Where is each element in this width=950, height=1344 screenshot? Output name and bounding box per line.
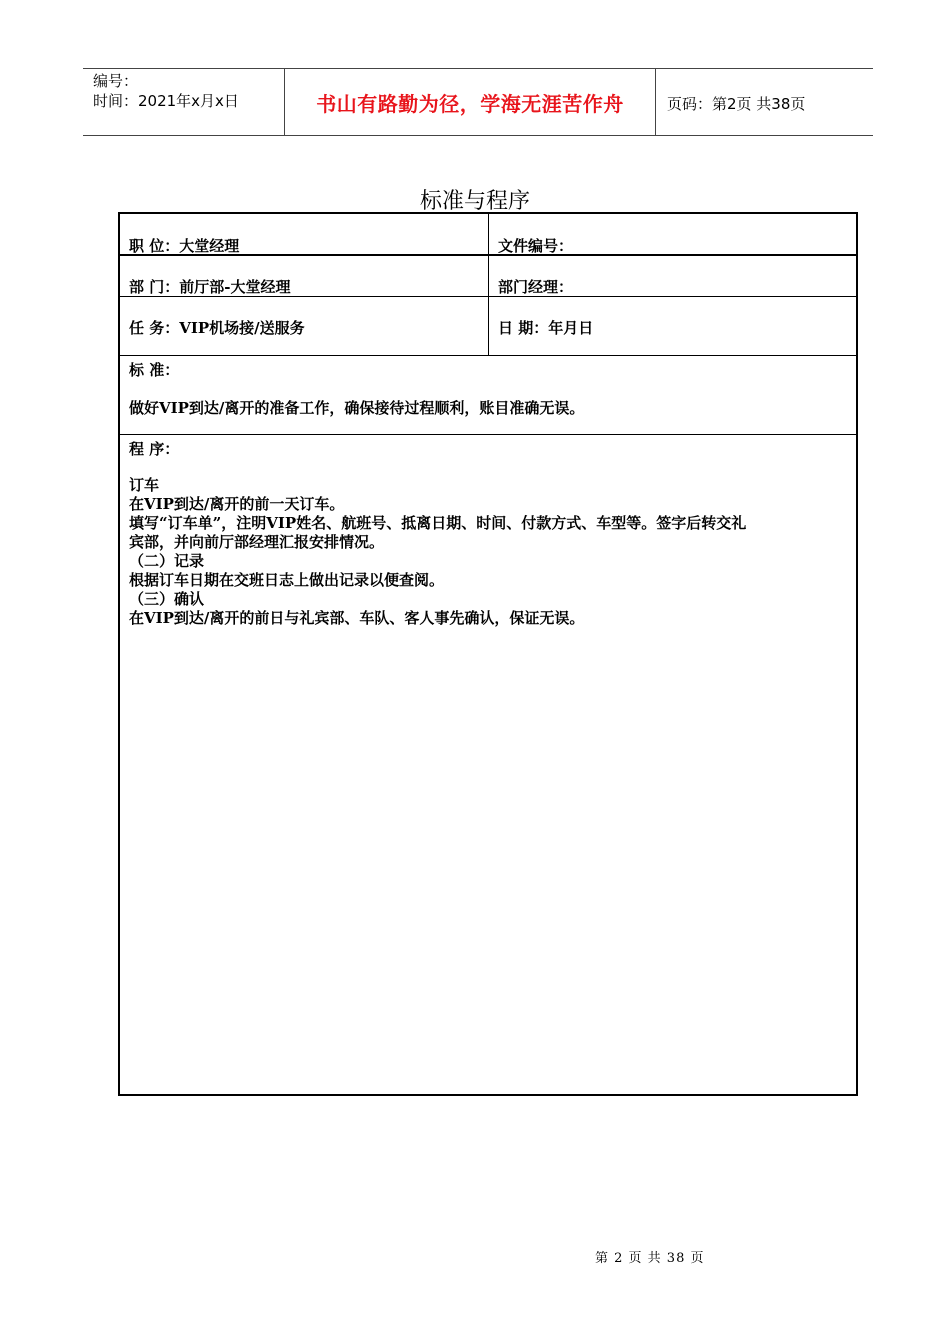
row-divider bbox=[120, 434, 856, 435]
document-title: 标准与程序 bbox=[419, 189, 530, 214]
procedure-line: 订车 bbox=[129, 476, 160, 494]
standard-text: 做好VIP到达/离开的准备工作，确保接待过程顺利，账目准确无误。 bbox=[129, 399, 585, 417]
column-divider bbox=[488, 214, 489, 355]
procedure-line: 宾部，并向前厅部经理汇报安排情况。 bbox=[129, 533, 385, 551]
position-field: 职 位：大堂经理 bbox=[129, 237, 240, 255]
department-field: 部 门：前厅部-大堂经理 bbox=[129, 278, 291, 296]
page-footer: 第 2 页 共 38 页 bbox=[595, 1251, 705, 1266]
procedure-line: 填写“订车单”，注明VIP姓名、航班号、抵离日期、时间、付款方式、车型等。签字后转交礼 bbox=[129, 514, 747, 532]
procedure-line: （三）确认 bbox=[129, 590, 205, 608]
row-divider bbox=[120, 355, 856, 356]
procedure-line: （二）记录 bbox=[129, 552, 205, 570]
standard-label: 标 准： bbox=[129, 361, 180, 379]
sop-form bbox=[118, 212, 858, 1096]
number-label: 编号： bbox=[93, 72, 139, 90]
task-field: 任 务：VIP机场接/送服务 bbox=[129, 319, 305, 337]
procedure-line: 根据订车日期在交班日志上做出记录以便查阅。 bbox=[129, 571, 445, 589]
time-label: 时间：2021年x月x日 bbox=[93, 92, 239, 110]
procedure-line: 在VIP到达/离开的前日与礼宾部、车队、客人事先确认，保证无误。 bbox=[129, 609, 585, 627]
procedure-line: 在VIP到达/离开的前一天订车。 bbox=[129, 495, 345, 513]
date-field: 日 期：年月日 bbox=[498, 319, 594, 337]
file-number-field: 文件编号： bbox=[498, 237, 574, 255]
page-number-label: 页码：第2页 共38页 bbox=[667, 95, 806, 113]
procedure-body bbox=[129, 476, 849, 628]
motto-cell bbox=[284, 69, 656, 135]
procedure-label: 程 序： bbox=[129, 440, 180, 458]
header-meta bbox=[93, 71, 239, 111]
motto-text: 书山有路勤为径，学海无涯苦作舟 bbox=[316, 91, 624, 116]
page-header bbox=[83, 68, 873, 136]
dept-manager-field: 部门经理： bbox=[498, 278, 574, 296]
